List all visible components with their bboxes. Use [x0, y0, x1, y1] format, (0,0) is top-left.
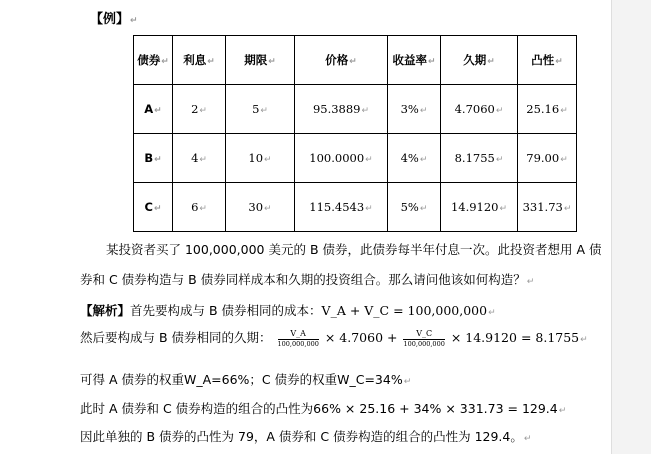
table-cell: A↵: [134, 85, 173, 134]
table-cell: 115.4543↵: [295, 183, 388, 232]
table-row: [134, 85, 577, 134]
convexity-line: 此时 A 债券和 C 债券构造的组合的凸性为66% × 25.16 + 34% × 331.73 = 129.4↵: [80, 401, 567, 416]
fraction-va: $\frac{V\_A}{100,000,000}$: [277, 328, 319, 348]
problem-line-1: 某投资者买了 100,000,000 美元的 B 债券，此债券每半年付息一次。此投资者想用 A 债: [106, 242, 602, 257]
weights-line: 可得 A 债券的权重W_A=66%；C 债券的权重W_C=34%↵: [80, 372, 412, 387]
header-cell: 利息↵: [173, 36, 226, 85]
table-cell: 95.3889↵: [295, 85, 388, 134]
table-cell: 10↵: [226, 134, 295, 183]
table-cell: 4%↵: [388, 134, 441, 183]
table-cell: 25.16↵: [518, 85, 577, 134]
table-cell: 5↵: [226, 85, 295, 134]
table-row: [134, 183, 577, 232]
table-cell: 331.73↵: [518, 183, 577, 232]
table-cell: B↵: [134, 134, 173, 183]
header-cell: 期限↵: [226, 36, 295, 85]
header-cell: 债券↵: [134, 36, 173, 85]
example-heading: 【例】↵: [90, 12, 138, 27]
header-cell: 收益率↵: [388, 36, 441, 85]
header-cell: 凸性↵: [518, 36, 577, 85]
header-cell: 价格↵: [295, 36, 388, 85]
table-cell: 100.0000↵: [295, 134, 388, 183]
table-cell: 3%↵: [388, 85, 441, 134]
bond-table: [133, 35, 577, 232]
table-cell: 4↵: [173, 134, 226, 183]
table-row: [134, 134, 577, 183]
table-cell: 30↵: [226, 183, 295, 232]
table-cell: 8.1755↵: [441, 134, 518, 183]
fraction-vc: $\frac{V\_C}{100,000,000}$: [403, 328, 445, 348]
table-cell: 5%↵: [388, 183, 441, 232]
table-cell: 4.7060↵: [441, 85, 518, 134]
solution-label: 【解析】: [80, 303, 131, 318]
header-cell: 久期↵: [441, 36, 518, 85]
page-gutter: [611, 0, 651, 454]
table-cell: 6↵: [173, 183, 226, 232]
problem-line-2: 券和 C 债券构造与 B 债券同样成本和久期的投资组合。那么请问他该如何构造？↵: [80, 272, 535, 287]
table-cell: 79.00↵: [518, 134, 577, 183]
table-cell: 14.9120↵: [441, 183, 518, 232]
solution-cost-line: 【解析】首先要构成与 B 债券相同的成本：V_A + V_C = 100,000,000↵: [80, 303, 496, 318]
conclusion-line: 因此单独的 B 债券的凸性为 79，A 债券和 C 债券构造的组合的凸性为 129.4。↵: [80, 429, 532, 444]
table-cell: 2↵: [173, 85, 226, 134]
solution-duration-line: 然后要构成与 B 债券相同的久期： $\frac{V\_A}{100,000,000}$ × 4.7060 + $\frac{V\_C}{100,000,000}$ × 14.9120 = 8.1755↵: [80, 328, 588, 348]
table-header-row: [134, 36, 577, 85]
table-cell: C↵: [134, 183, 173, 232]
